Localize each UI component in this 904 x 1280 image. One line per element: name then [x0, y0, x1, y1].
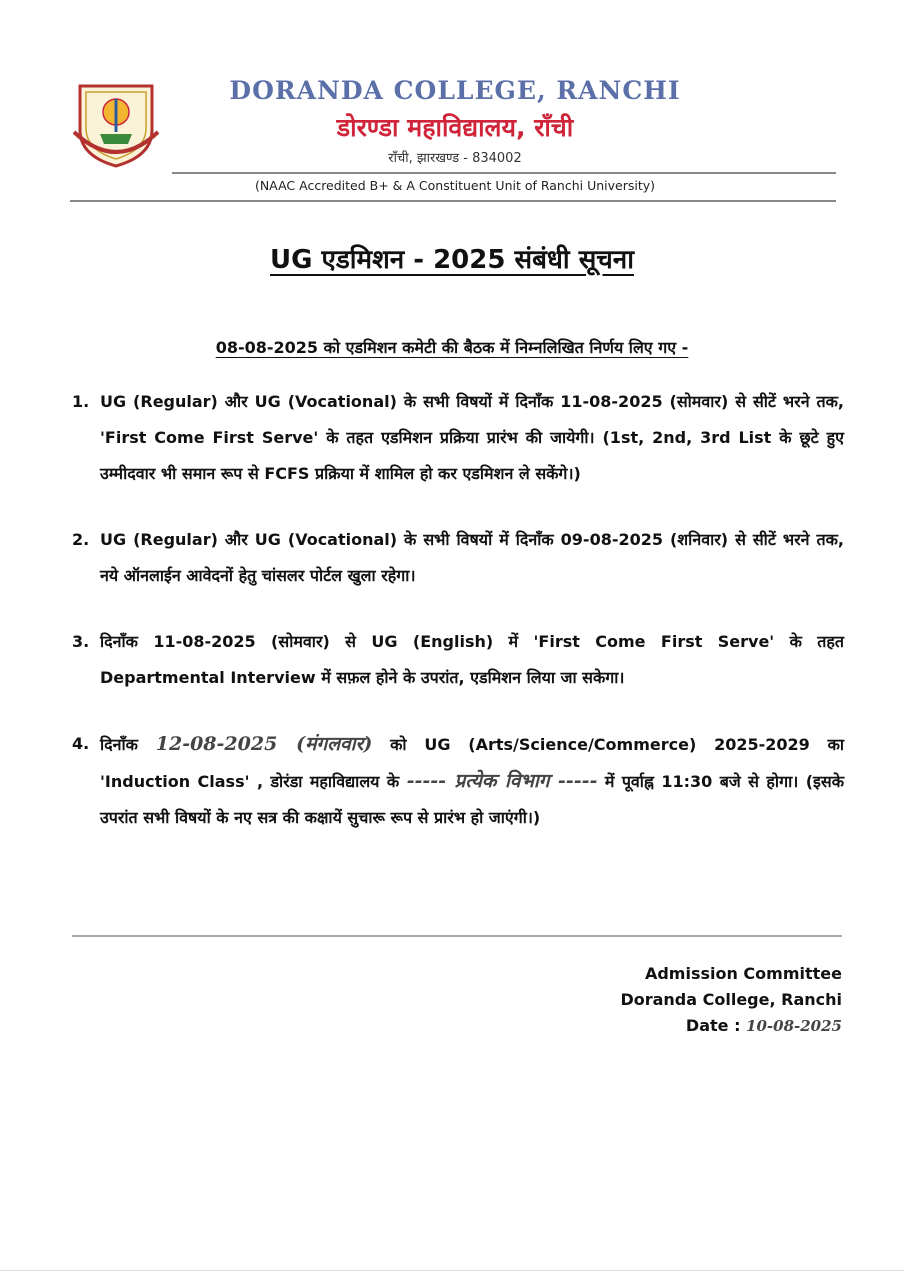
college-address: राँची, झारखण्ड - 834002	[388, 151, 522, 166]
department-highlight: ----- प्रत्येक विभाग -----	[406, 770, 598, 792]
notice-item	[66, 384, 844, 492]
signature-college: Doranda College, Ranchi	[620, 990, 842, 1009]
college-emblem-icon	[70, 72, 162, 168]
item-number: 1.	[72, 392, 90, 411]
date-label: Date :	[685, 1016, 741, 1035]
notice-subtitle: 08-08-2025 को एडमिशन कमेटी की बैठक में निम्नलिखित निर्णय लिए गए -	[215, 338, 689, 357]
date-value: 10-08-2025	[746, 1017, 842, 1035]
header-rule-bottom	[70, 200, 836, 202]
item-text: UG (Regular) और UG (Vocational) के सभी विषयों में दिनाँक 09-08-2025 (शनिवार) से सीटें भरने तक, नये ऑनलाईन आवेदनों हेतु चांसलर पोर्टल खुला रहेगा।	[100, 530, 844, 585]
notice-item	[66, 522, 844, 594]
college-name-hindi: डोरण्डा महाविद्यालय, राँची	[336, 113, 574, 142]
college-name-english: DORANDA COLLEGE, RANCHI	[229, 76, 681, 105]
item-text-part1: दिनाँक	[100, 735, 138, 754]
item-number: 2.	[72, 530, 90, 549]
header-rule-top	[172, 172, 836, 174]
footer-divider	[72, 935, 842, 937]
notice-item	[66, 726, 844, 836]
notice-item	[66, 624, 844, 696]
accreditation-line: (NAAC Accredited B+ & A Constituent Unit of Ranchi University)	[254, 178, 656, 193]
signature-block	[620, 961, 842, 1039]
item-text-part2: को UG (Arts/Science/Commerce) 2025-2029 का 'Induction Class' , डोरंडा महाविद्यालय के	[100, 735, 845, 791]
item-text-part3: में पूर्वाह्न 11:30 बजे से होगा। (इसके उपरांत सभी विषयों के नए सत्र की कक्षायें सुचारू रूप से प्रारंभ हो जाएंगी।)	[100, 772, 844, 827]
item-text: दिनाँक 11-08-2025 (सोमवार) से UG (English) में 'First Come First Serve' के तहत Departmental Interview में सफ़ल होने के उपरांत, एडमिशन लिया जा सकेगा।	[100, 632, 844, 687]
signature-committee: Admission Committee	[644, 964, 842, 983]
item-text: UG (Regular) और UG (Vocational) के सभी विषयों में दिनाँक 11-08-2025 (सोमवार) से सीटें भरने तक, 'First Come First Serve' के तहत एडमिशन प्रक्रिया प्रारंभ की जायेगी। (1st, 2nd, 3rd List के छूटे हुए उम्मीदवार भी समान रूप से FCFS प्रक्रिया में शामिल हो कर एडमिशन ले सकेंगे।)	[100, 392, 844, 483]
item-number: 4.	[72, 734, 90, 753]
notice-items	[66, 384, 844, 836]
item-number: 3.	[72, 632, 90, 651]
induction-date-highlight: 12-08-2025 (मंगलवार)	[155, 733, 373, 755]
notice-title: UG एडमिशन - 2025 संबंधी सूचना	[270, 245, 634, 275]
page-edge	[0, 1270, 904, 1271]
letterhead	[0, 0, 904, 215]
signature-date	[620, 1013, 842, 1039]
